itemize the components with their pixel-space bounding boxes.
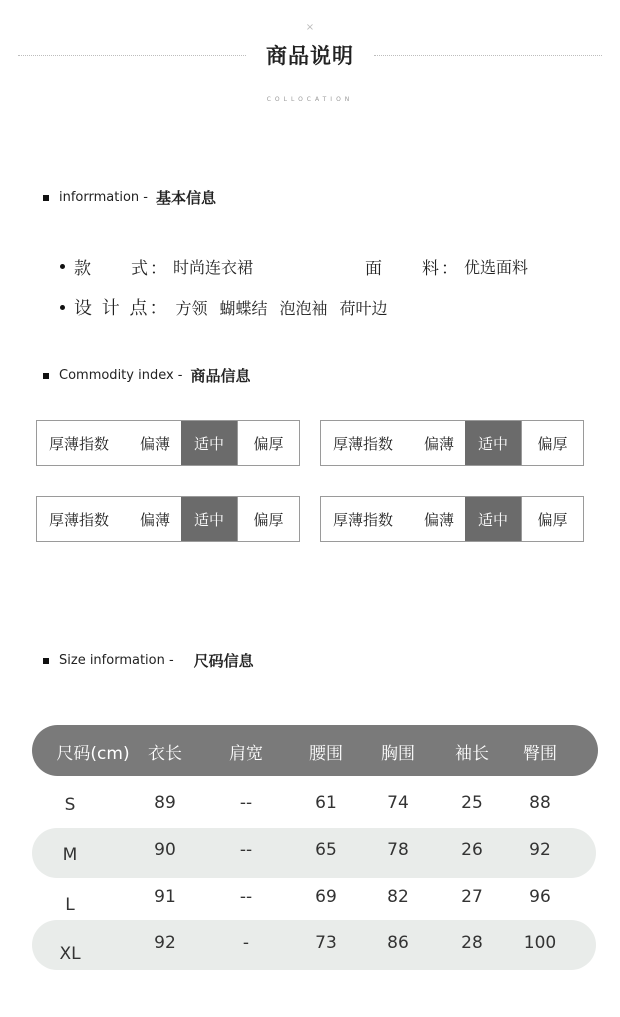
fabric-value: 优选面料 [464,258,529,277]
commodity-heading-zh: 商品信息 [190,367,251,385]
fabric-row [365,254,528,279]
square-bullet-icon [43,658,49,664]
design-value: 方领 [175,298,208,318]
size-value-cell: 73 [315,933,337,953]
fabric-label: 面 料： [365,259,460,279]
size-value-cell: 92 [529,840,551,860]
option-thick: 偏厚 [521,497,583,541]
design-value: 泡泡袖 [279,298,328,318]
design-value: 蝴蝶结 [219,298,268,318]
size-value-cell: 86 [387,933,409,953]
design-label: 设 计 点： [74,298,170,319]
basic-info-heading-en: inforrmation - [59,190,148,205]
size-heading-en: Size information - [59,653,174,668]
size-value-cell: 69 [315,887,337,907]
size-column-header: 衣长 [148,744,182,764]
size-column-header: 胸围 [381,744,415,764]
size-label-cell: XL [59,944,81,964]
thickness-label: 厚薄指数 [49,434,110,453]
page-title: 商品说明 [266,44,354,68]
size-column-header: 尺码(cm) [56,744,130,764]
option-medium-selected: 适中 [181,421,237,465]
table-row-band [32,828,596,878]
size-value-cell: 27 [461,887,483,907]
size-value-cell: -- [239,887,253,907]
basic-info-heading-zh: 基本信息 [155,189,216,207]
size-value-cell: 74 [387,793,409,813]
size-label-cell: L [65,895,75,915]
size-label-cell: M [62,845,78,865]
size-value-cell: 96 [529,887,551,907]
square-bullet-icon [43,373,49,379]
close-icon: × [305,22,315,33]
size-value-cell: 28 [461,933,483,953]
size-value-cell: 82 [387,887,409,907]
style-row [60,254,253,279]
thickness-index-box [320,420,584,466]
thickness-index-box [320,496,584,542]
size-value-cell: 88 [529,793,551,813]
page-subtitle: COLLOCATION [266,96,354,103]
option-medium-selected: 适中 [465,421,521,465]
size-value-cell: 61 [315,793,337,813]
size-value-cell: 65 [315,840,337,860]
option-thin: 偏薄 [139,510,170,529]
option-thin: 偏薄 [423,434,454,453]
option-thin: 偏薄 [139,434,170,453]
size-label-cell: S [64,795,76,815]
dot-bullet-icon [60,264,65,269]
design-value: 荷叶边 [339,298,388,318]
thickness-index-box [36,496,300,542]
option-thick: 偏厚 [237,421,299,465]
table-row-band [32,920,596,970]
size-value-cell: -- [239,840,253,860]
option-thick: 偏厚 [521,421,583,465]
basic-info-heading [43,187,216,208]
size-column-header: 臀围 [523,744,557,764]
size-value-cell: 91 [154,887,176,907]
size-value-cell: 92 [154,933,176,953]
size-value-cell: 26 [461,840,483,860]
square-bullet-icon [43,195,49,201]
dot-bullet-icon [60,305,65,310]
size-heading [43,650,254,671]
thickness-label: 厚薄指数 [49,510,110,529]
size-heading-zh: 尺码信息 [193,652,254,670]
size-column-header: 腰围 [309,744,343,764]
option-thick: 偏厚 [237,497,299,541]
size-value-cell: - [242,933,250,953]
size-value-cell: 90 [154,840,176,860]
size-value-cell: 78 [387,840,409,860]
thickness-label: 厚薄指数 [333,434,394,453]
size-column-header: 袖长 [455,744,489,764]
style-value: 时尚连衣裙 [173,258,254,277]
size-value-cell: 89 [154,793,176,813]
option-medium-selected: 适中 [465,497,521,541]
thickness-index-box [36,420,300,466]
commodity-heading [43,365,251,386]
size-value-cell: -- [239,793,253,813]
size-value-cell: 25 [461,793,483,813]
option-medium-selected: 适中 [181,497,237,541]
size-column-header: 肩宽 [229,744,263,764]
style-label: 款 式： [74,259,169,279]
option-thin: 偏薄 [423,510,454,529]
commodity-heading-en: Commodity index - [59,368,183,383]
size-value-cell: 100 [523,933,557,953]
design-row [60,294,388,320]
thickness-label: 厚薄指数 [333,510,394,529]
